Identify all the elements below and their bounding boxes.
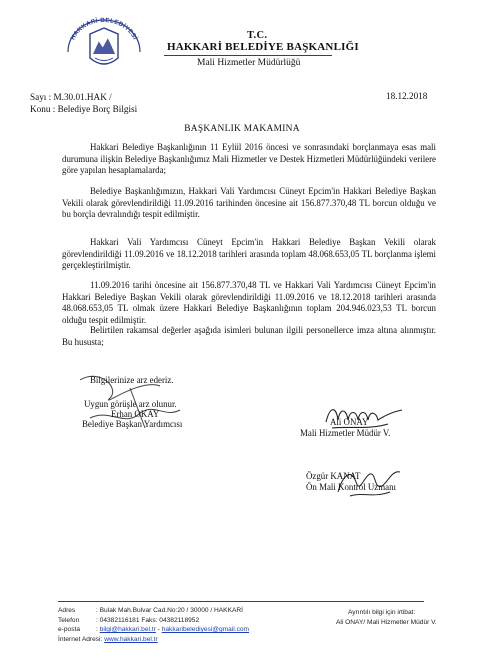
- body-paragraph: Hakkari Vali Yardımcısı Cüneyt Epcim'in Hakkari Belediye Başkan Vekili olarak görevlendirildiği 11.09.2016 ve 18.12.2018 tarihleri arasında toplam 48.068.653,05 TL borçlanma işlemi gerçekleştirilmiştir.: [62, 237, 436, 271]
- email-link-secondary[interactable]: hakkaribelediyesi@gmail.com: [161, 626, 250, 634]
- header-unit: Mali Hizmetler Müdürlüğü: [197, 58, 301, 68]
- web-label: İnternet Adresi: [58, 635, 101, 643]
- signatory-left-title: Belediye Başkan Yardımcısı: [82, 419, 183, 429]
- email-label: e-posta: [58, 626, 80, 634]
- address-value: : Bulak Mah.Bulvar Cad.No:20 / 30000 / HAKKARİ: [96, 607, 243, 614]
- konu-label: Konu: [30, 104, 51, 114]
- body-paragraph: Belediye Başkanlığımızın, Hakkari Vali Yardımcısı Cüneyt Epcim'in Hakkari Belediye Başkan Vekili olarak görevlendirildiği 11.09.2016 tarihinden öncesine ait 156.877.370,48 TL borcun olduğu ve bu borçla devralındığı tespit edilmiştir.: [62, 186, 436, 220]
- konu-value: : Belediye Borç Bilgisi: [52, 104, 138, 114]
- reference-number: [30, 91, 112, 103]
- document-title: BAŞKANLIK MAKAMINA: [184, 124, 300, 134]
- phone-value: : 04382116181 Faks: 04382118952: [96, 616, 200, 624]
- body-paragraph: 11.09.2016 tarihi öncesine ait 156.877.370,48 TL ve Hakkari Vali Yardımcısı Cüneyt Epcim'in Hakkari Belediye Başkan Vekili olarak görevlendirildiği 11.09.2016 ve 18.12.2018 tarihleri arasında 48.068.653,05 TL olmak üzere Hakkari Belediye Başkanlığının toplam 204.946.023,53 TL borcun olduğu tespit edilmiştir.: [62, 280, 436, 325]
- website-link[interactable]: www.hakkari.bel.tr: [104, 635, 158, 643]
- web-prefix: :: [100, 635, 105, 643]
- email-link-primary[interactable]: bilgi@hakkari.bel.tr: [99, 626, 156, 634]
- sayi-label: Sayı: [30, 92, 47, 102]
- footer-divider: [58, 601, 424, 602]
- sayi-value: : M.30.01.HAK /: [48, 92, 112, 102]
- approval-line: Uygun görüşle arz olunur.: [84, 399, 177, 409]
- signatory-right2-title: Ön Mali Kontrol Uzmanı: [306, 482, 396, 492]
- email-separator: -: [155, 626, 162, 634]
- document-date: 18.12.2018: [386, 91, 428, 101]
- body-paragraph: Hakkari Belediye Başkanlığının 11 Eylül 2016 öncesi ve sonrasındaki borçlanmaya esas mali durumuna ilişkin Belediye Başkanlığımız Mali Hizmetler ve Destek Hizmetleri Müdürlüğündeki verilere göre yapılan hesaplamalarda;: [62, 142, 436, 176]
- header-tc: T.C.: [247, 30, 268, 41]
- municipality-logo: [58, 14, 150, 74]
- subject-line: [30, 103, 137, 115]
- header-divider: [164, 55, 332, 56]
- header-organization: HAKKARİ BELEDİYE BAŞKANLIĞI: [167, 41, 359, 53]
- phone-label: Telefon: [58, 616, 80, 624]
- footer-info-title: Ayrıntılı bilgi için irtibat:: [348, 609, 416, 616]
- email-prefix: :: [96, 626, 100, 634]
- signatory-right1-title: Mali Hizmetler Müdür V.: [300, 428, 391, 438]
- address-label: Adres: [58, 607, 76, 614]
- signatory-right2-name: Özgür KANAT: [306, 471, 361, 481]
- footer-info-contact: Ali ONAY/ Mali Hizmetler Müdür V.: [336, 619, 437, 626]
- municipality-logo-icon: [58, 14, 150, 74]
- closing-line: Bilgilerinize arz ederiz.: [90, 375, 174, 385]
- footer-web: [58, 635, 158, 645]
- logo-arc-text: HAKKARİ BELEDİYESİ: [69, 16, 139, 42]
- footer-address: [58, 606, 243, 616]
- signatory-right1-name: Ali ONAY: [330, 417, 369, 427]
- signatory-left-name: Erhan OKAY: [111, 409, 160, 419]
- footer-email: [58, 625, 249, 635]
- body-paragraph: Belirtilen rakamsal değerler aşağıda isimleri bulunan ilgili personellerce imza altına alınmıştır. Bu hususta;: [62, 325, 436, 347]
- footer-phone: [58, 616, 199, 626]
